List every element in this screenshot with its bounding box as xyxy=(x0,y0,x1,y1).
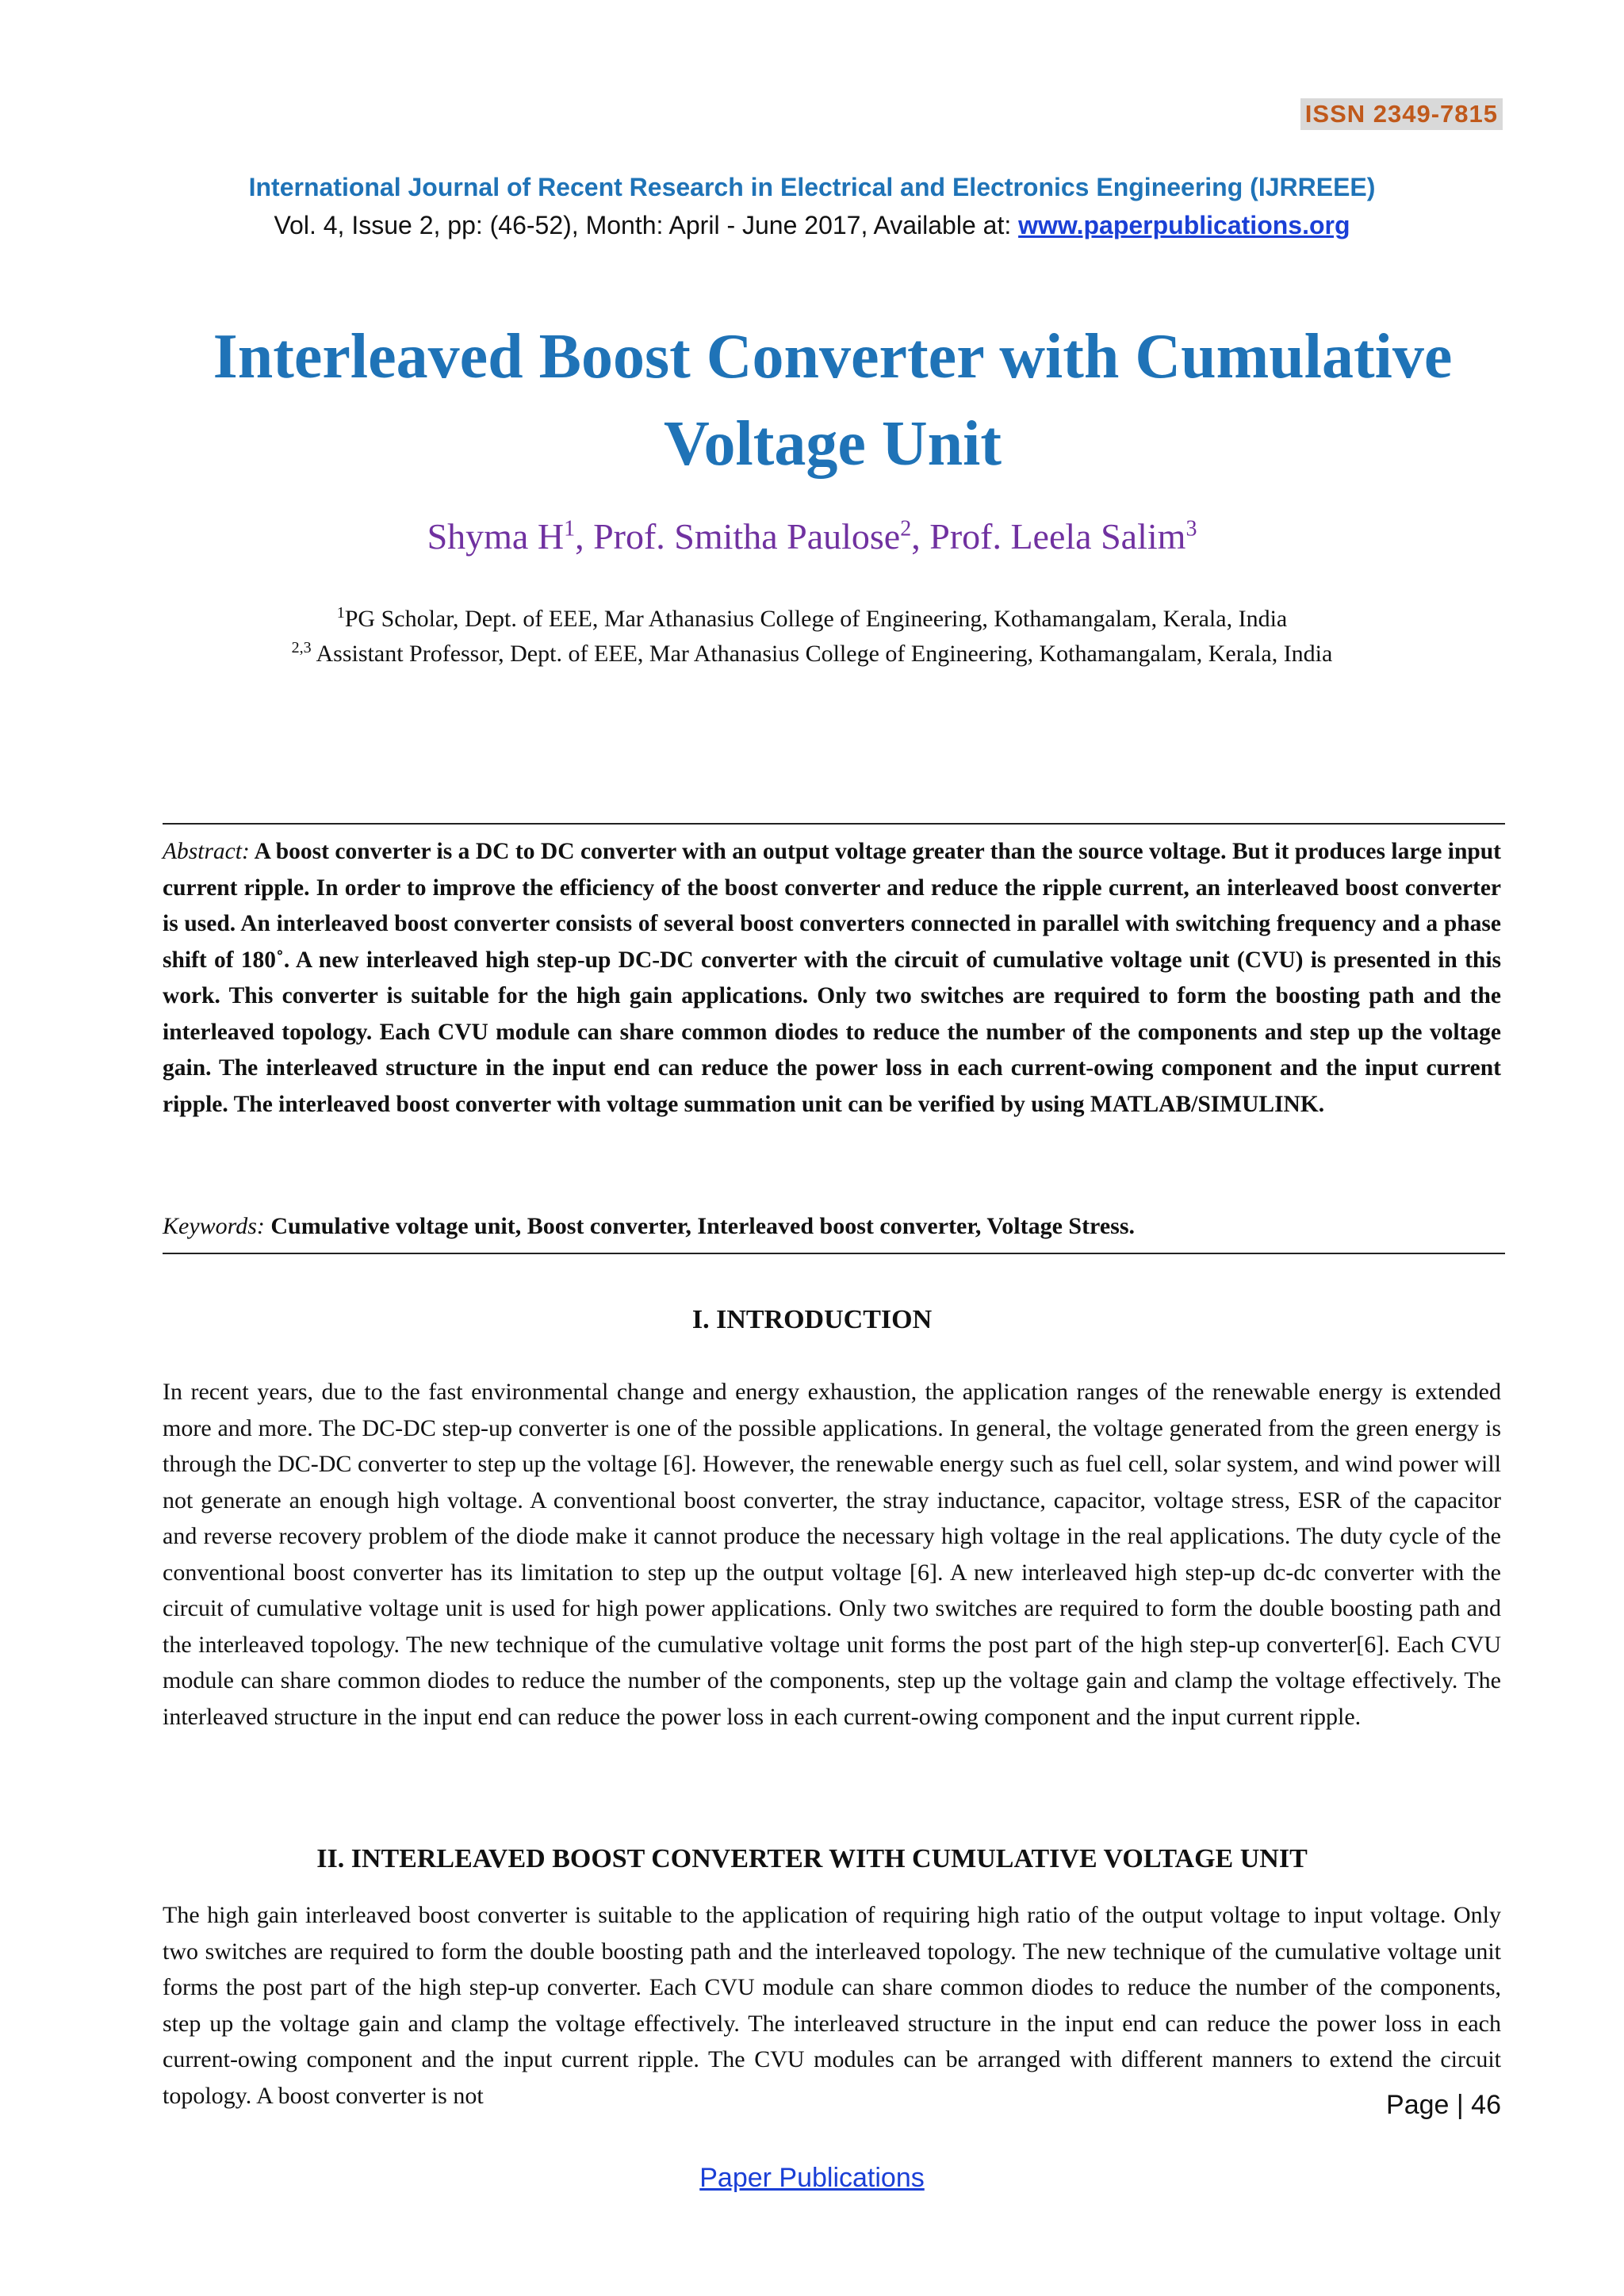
affiliation-1 xyxy=(0,604,1624,633)
section-1-text: In recent years, due to the fast environmental change and energy exhaustion, the application ranges of the renewable energy is extended more and more. The DC-DC step-up converter is one of the possible applications. In general, the voltage generated from the green energy is through the DC-DC converter to step up the voltage [6]. However, the renewable energy such as fuel cell, solar system, and wind power will not generate an enough high voltage. A conventional boost converter, the stray inductance, capacitor, voltage stress, ESR of the capacitor and reverse recovery problem of the diode make it cannot produce the necessary high voltage in the real applications. The duty cycle of the conventional boost converter has its limitation to step up the output voltage [6]. A new interleaved high step-up dc-dc converter with the circuit of cumulative voltage unit is used for high power applications. Only two switches are required to form the double boosting path and the interleaved topology. The new technique of the cumulative voltage unit forms the post part of the high step-up converter[6]. Each CVU module can share common diodes to reduce the number of the components, step up the voltage gain and clamp the voltage effectively. The interleaved structure in the input end can reduce the power loss in each current-owing component and the input current ripple. xyxy=(163,1379,1501,1730)
journal-name: International Journal of Recent Research in Electrical and Electronics Engineering (IJRREEE) xyxy=(248,173,1376,201)
abstract-top-rule xyxy=(163,823,1505,825)
page-number: Page | 46 xyxy=(1386,2090,1501,2120)
keywords xyxy=(163,1213,1501,1240)
author-1-sup: 1 xyxy=(564,516,576,541)
publisher-link[interactable]: Paper Publications xyxy=(699,2163,925,2193)
author-sep-1: , xyxy=(575,516,594,557)
author-3-sup: 3 xyxy=(1185,516,1197,541)
title-line-2: Voltage Unit xyxy=(664,409,1002,479)
affiliation-1-text: PG Scholar, Dept. of EEE, Mar Athanasius College of Engineering, Kothamangalam, Kerala, India xyxy=(344,606,1288,632)
section-2-heading: II. INTERLEAVED BOOST CONVERTER WITH CUMULATIVE VOLTAGE UNIT xyxy=(316,1844,1308,1873)
footer xyxy=(0,2163,1624,2194)
keywords-text: Cumulative voltage unit, Boost converter, Interleaved boost converter, Voltage Stress. xyxy=(264,1213,1135,1239)
affiliation-2 xyxy=(0,639,1624,668)
abstract-text: A boost converter is a DC to DC converter with an output voltage greater than the source voltage. But it produces large input current ripple. In order to improve the efficiency of the boost converter and reduce the ripple current, an interleaved boost converter is used. An interleaved boost converter consists of several boost converters connected in parallel with switching frequency and a phase shift of 180˚. A new interleaved high step-up DC-DC converter with the circuit of cumulative voltage unit (CVU) is presented in this work. This converter is suitable for the high gain applications. Only two switches are required to form the boosting path and the interleaved topology. Each CVU module can share common diodes to reduce the number of the components and step up the voltage gain. The interleaved structure in the input end can reduce the power loss in each current-owing component and the input current ripple. The interleaved boost converter with voltage summation unit can be verified by using MATLAB/SIMULINK. xyxy=(163,839,1501,1117)
affiliation-2-sup: 2,3 xyxy=(291,639,312,656)
website-link[interactable]: www.paperpublications.org xyxy=(1018,211,1350,239)
abstract-label: Abstract: xyxy=(163,839,250,864)
affiliation-2-text: Assistant Professor, Dept. of EEE, Mar Athanasius College of Engineering, Kothamangalam, Kerala, India xyxy=(311,641,1333,667)
volume-text: Vol. 4, Issue 2, pp: (46-52), Month: April - June 2017, Available at: xyxy=(274,211,1019,239)
paper-title xyxy=(119,313,1546,488)
author-1: Shyma H xyxy=(427,516,565,557)
volume-info xyxy=(0,211,1624,240)
author-2-sup: 2 xyxy=(900,516,912,541)
section-2-text: The high gain interleaved boost converter is suitable to the application of requiring high ratio of the output voltage to input voltage. Only two switches are required to form the double boosting path and the interleaved topology. The new technique of the cumulative voltage unit forms the post part of the high step-up converter. Each CVU module can share common diodes to reduce the number of the components, step up the voltage gain and clamp the voltage effectively. The interleaved structure in the input end can reduce the power loss in each current-owing component and the input current ripple. The CVU modules can be arranged with different manners to extend the circuit topology. A boost converter is not xyxy=(163,1902,1501,2109)
abstract-bottom-rule xyxy=(163,1253,1505,1254)
title-line-1: Interleaved Boost Converter with Cumulative xyxy=(213,322,1453,392)
author-sep-2: , xyxy=(911,516,930,557)
issn-badge: ISSN 2349-7815 xyxy=(1300,98,1503,130)
author-2: Prof. Smitha Paulose xyxy=(593,516,901,557)
keywords-label: Keywords: xyxy=(163,1213,265,1239)
abstract xyxy=(163,834,1501,1123)
affiliation-1-sup: 1 xyxy=(336,604,345,622)
author-list xyxy=(0,515,1624,557)
section-1-heading: I. INTRODUCTION xyxy=(691,1305,933,1334)
author-3: Prof. Leela Salim xyxy=(929,516,1186,557)
